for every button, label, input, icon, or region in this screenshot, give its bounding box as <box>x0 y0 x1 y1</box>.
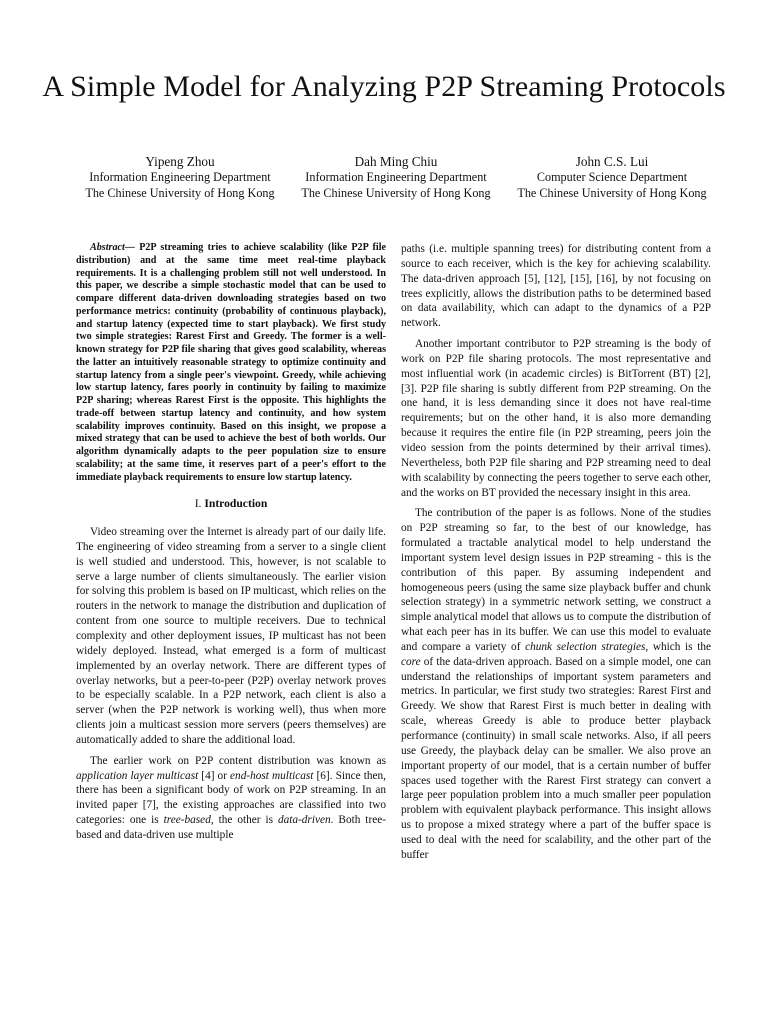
author-name: Yipeng Zhou <box>145 154 215 169</box>
body-paragraph: Video streaming over the Internet is already part of our daily life. The engineering of video streaming from a server to a single client is well studied and understood. This, however, is not scalable to serve a large number of clients simultaneously. The earlier vision for solving this problem is based on IP multicast, which relies on the routers in the network to manage the distribution and duplication of content from one source to multiple receivers. Due to technical complexity and other deployment issues, IP multicast has not been widely deployed. Instead, what emerged is a form of multicast implemented by an overlay network. There are different types of overlay networks, but a peer-to-peer (P2P) overlay network proves to be especially scalable. In a P2P network, each client is also a server (when the P2P network is working well), thus when more clients join a multicast session more servers (peers themselves) are automatically added to share the additional load. <box>76 526 386 746</box>
right-column <box>401 242 711 863</box>
paper-title: A Simple Model for Analyzing P2P Streaming Protocols <box>42 70 726 103</box>
body-paragraph: The earlier work on P2P content distribution was known as application layer multicast [4] or end-host multicast [6]. Since then, there has been a significant body of work on P2P streaming. In an invited paper [7], the existing approaches are classified into two categories: one is tree-based, the other is data-driven. Both tree-based and data-driven use multiple <box>76 754 387 841</box>
body-paragraph: The contribution of the paper is as follows. None of the studies on P2P streaming so far, to the best of our knowledge, has formulated a tractable analytical model to help understand the important system level design issues in P2P streaming - this is the contribution of this paper. By assuming independent and homogeneous peers (using the same size playback buffer and chunk selection strategy) in a symmetric network setting, we construct a simple analytical model that allows us to compute the distribution of what each peer has in its buffer. We can use this model to evaluate and compare a variety of chunk selection strategies, which is the core of the data-driven approach. Based on a simple model, one can understand the relationships of important system parameters and metrics. In particular, we first study two strategies: Rarest First and Greedy. We show that Rarest First is much better in dealing with scale, whereas Greedy is able to produce better playback performance (continuity) in small scale networks. Also, if all peers use Greedy, the playback delay can be smaller. We also prove an important property of our model, that is a certain number of buffer spaces used together with the Rarest First strategy can convert a large peer population problem into a much smaller peer population problem with equivalent playback performance. This insight allows us to propose a mixed strategy where a part of the buffer space is used to deal with the need for scalability, and the other part of the buffer <box>401 507 711 861</box>
author-entry <box>72 153 288 201</box>
section-number: I. <box>194 497 202 511</box>
author-affiliation: The Chinese University of Hong Kong <box>517 185 707 200</box>
author-department: Information Engineering Department <box>305 170 487 184</box>
author-affiliation: The Chinese University of Hong Kong <box>85 185 275 200</box>
author-entry <box>504 153 720 201</box>
author-name: John C.S. Lui <box>575 154 649 169</box>
left-column <box>76 242 386 843</box>
body-paragraph: paths (i.e. multiple spanning trees) for distributing content from a source to each receiver, which is the key for achieving scalability. The data-driven approach [5], [12], [15], [16], by not focusing on trees explicitly, allows the distribution paths to be determined based on data availability, which can adapt to the dynamics of a P2P network. <box>401 243 711 330</box>
abstract-text: P2P streaming tries to achieve scalability (like P2P file distribution) and at the same time meet real-time playback requirements. It is a challenging problem still not well understood. In this paper, we describe a simple stochastic model that can be used to compare different data-driven downloading strategies based on two performance metrics: continuity (probability of continuous playback), and startup latency (expected time to start playback). We first study two simple strategies: Rarest First and Greedy. The former is a well-known strategy for P2P file sharing that gives good scalability, whereas the latter an intuitively reasonable strategy to optimize continuity and startup latency from a single peer's viewpoint. Greedy, while achieving low startup latency, fares poorly in continuity by failing to maximize P2P sharing; whereas Rarest First is the opposite. This highlights the trade-off between startup latency and continuity, and how system scalability improves continuity. Based on this insight, we propose a mixed strategy that can be used to achieve the best of both worlds. Our algorithm dynamically adapts to the peer population size to ensure scalability; at the same time, it reserves part of a peer's effort to the immediate playback requirements to ensure low startup latency. <box>76 242 386 483</box>
section-title: Introduction <box>204 497 268 511</box>
author-affiliation: The Chinese University of Hong Kong <box>301 185 491 200</box>
author-department: Computer Science Department <box>536 170 688 184</box>
abstract-label: Abstract <box>90 242 125 253</box>
author-entry <box>288 153 504 201</box>
author-name: Dah Ming Chiu <box>354 154 438 169</box>
author-block <box>72 153 720 201</box>
section-heading <box>76 497 386 512</box>
author-department: Information Engineering Department <box>89 170 271 184</box>
body-paragraph: Another important contributor to P2P streaming is the body of work on P2P file sharing protocols. The most representative and most influential work (in academic circles) is BitTorrent (BT) [2], [3]. P2P file sharing is subtly different from P2P streaming. On the one hand, it is less demanding since it does not have real-time requirements; but on the other hand, it is also more demanding because it requires the entire file (in P2P streaming, peers join the video session from the points determined by their arrival times). Nevertheless, both P2P file sharing and P2P streaming need to deal with scalability by connecting the peers together to serve each other, and the works on BT provided the necessary insight in this area. <box>401 338 711 499</box>
abstract: Abstract— P2P streaming tries to achieve scalability (like P2P file distribution) and at the same time meet real-time playback requirements. It is a challenging problem still not well understood. In this paper, we describe a simple stochastic model that can be used to compare different data-driven downloading strategies based on two performance metrics: continuity (probability of continuous playback), and startup latency (expected time to start playback). We first study two simple strategies: Rarest First and Greedy. The former is a well-known strategy for P2P file sharing that gives good scalability, whereas the latter an intuitively reasonable strategy to optimize continuity and startup latency from a single peer's viewpoint. Greedy, while achieving low startup latency, fares poorly in continuity by failing to maximize P2P sharing; whereas Rarest First is the opposite. This highlights the trade-off between startup latency and continuity, and how system scalability improves continuity. Based on this insight, we propose a mixed strategy that can be used to achieve the best of both worlds. Our algorithm dynamically adapts to the peer population size to ensure scalability; at the same time, it reserves part of a peer's effort to the immediate playback requirements to ensure low startup latency. <box>76 242 386 483</box>
